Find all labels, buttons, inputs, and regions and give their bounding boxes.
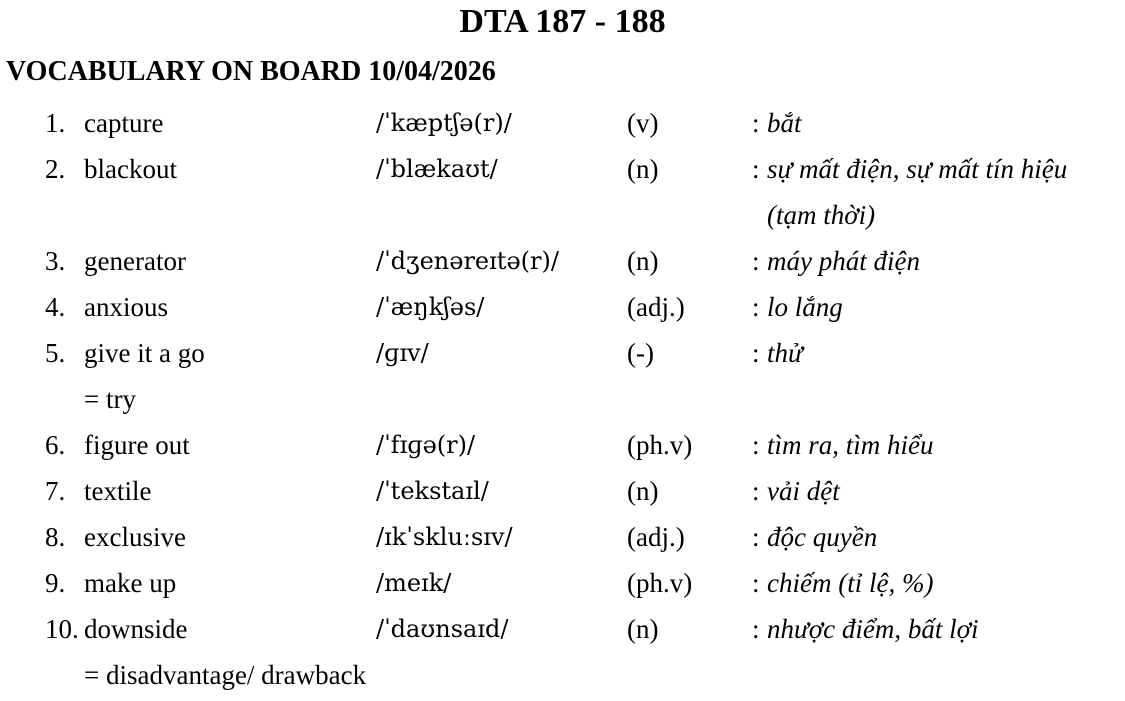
entry-part-of-speech: (n) <box>627 246 659 276</box>
entry-pronunciation: /ˈfɪɡə(r)/ <box>376 431 476 459</box>
entry-part-of-speech: (adj.) <box>627 522 685 552</box>
vocab-entry-9 <box>0 560 1125 606</box>
entry-meaning: độc quyền <box>767 522 878 552</box>
entry-number: 4. <box>45 292 66 322</box>
entry-meaning: vải dệt <box>767 476 840 506</box>
vocab-entry-10-note <box>0 652 1125 698</box>
entry-meaning: chiếm (tỉ lệ, %) <box>767 568 934 598</box>
entry-word: generator <box>84 246 186 276</box>
entry-synonym-note: = disadvantage/ drawback <box>84 660 367 690</box>
entry-pronunciation: /ˈblækaʊt/ <box>376 155 498 183</box>
vocab-entry-10 <box>0 606 1125 652</box>
entry-pronunciation: /ˈtekstaɪl/ <box>376 477 489 505</box>
entry-colon: : <box>752 476 760 506</box>
entry-pronunciation: /ˈæŋkʃəs/ <box>376 293 485 321</box>
entry-meaning: sự mất điện, sự mất tín hiệu <box>767 154 1068 184</box>
entry-colon: : <box>752 430 760 460</box>
entry-part-of-speech: (v) <box>627 108 659 138</box>
entry-word: blackout <box>84 154 177 184</box>
entry-meaning: thử <box>767 338 803 368</box>
vocab-entry-8 <box>0 514 1125 560</box>
entry-number: 7. <box>45 476 66 506</box>
entry-meaning: máy phát điện <box>767 246 920 276</box>
vocab-entry-5 <box>0 330 1125 376</box>
entry-pronunciation: /ɪkˈskluːsɪv/ <box>376 523 513 551</box>
entry-number: 3. <box>45 246 66 276</box>
entry-number: 8. <box>45 522 66 552</box>
entry-part-of-speech: (ph.v) <box>627 430 693 460</box>
entry-pronunciation: /meɪk/ <box>376 569 452 597</box>
entry-pronunciation: /ˈdaʊnsaɪd/ <box>376 615 509 643</box>
vocab-entry-6 <box>0 422 1125 468</box>
entry-number: 1. <box>45 108 66 138</box>
entry-part-of-speech: (n) <box>627 154 659 184</box>
vocab-entry-2 <box>0 146 1125 192</box>
entry-word: anxious <box>84 292 168 322</box>
section-title: VOCABULARY ON BOARD 10/04/2026 <box>6 56 496 87</box>
entry-part-of-speech: (n) <box>627 614 659 644</box>
entry-meaning: tìm ra, tìm hiểu <box>767 430 934 460</box>
entry-meaning: nhược điểm, bất lợi <box>767 614 979 644</box>
entry-pronunciation: /ɡɪv/ <box>376 339 429 367</box>
vocab-entry-1 <box>0 100 1125 146</box>
entry-colon: : <box>752 292 760 322</box>
entry-meaning: bắt <box>767 108 802 138</box>
entry-pronunciation: /ˈdʒenəreɪtə(r)/ <box>376 247 559 275</box>
entry-number: 2. <box>45 154 66 184</box>
vocab-entry-7 <box>0 468 1125 514</box>
entry-word: textile <box>84 476 152 506</box>
entry-part-of-speech: (ph.v) <box>627 568 693 598</box>
vocab-entry-3 <box>0 238 1125 284</box>
entry-synonym-note: = try <box>84 384 136 414</box>
entry-word: capture <box>84 108 164 138</box>
page-title: DTA 187 - 188 <box>459 3 666 40</box>
entry-meaning: lo lắng <box>767 292 843 322</box>
entry-word: downside <box>84 614 188 644</box>
entry-pronunciation: /ˈkæptʃə(r)/ <box>376 109 512 137</box>
entry-colon: : <box>752 522 760 552</box>
vocab-entry-5-note <box>0 376 1125 422</box>
entry-part-of-speech: (-) <box>627 338 654 368</box>
entry-word: exclusive <box>84 522 186 552</box>
entry-colon: : <box>752 108 760 138</box>
entry-word: make up <box>84 568 177 598</box>
entry-word: figure out <box>84 430 190 460</box>
entry-colon: : <box>752 246 760 276</box>
entry-number: 10. <box>45 614 79 644</box>
entry-part-of-speech: (adj.) <box>627 292 685 322</box>
entry-colon: : <box>752 338 760 368</box>
entry-word: give it a go <box>84 338 205 368</box>
vocabulary-list <box>0 100 1125 698</box>
entry-number: 5. <box>45 338 66 368</box>
entry-meaning-continuation: (tạm thời) <box>767 200 876 230</box>
entry-number: 9. <box>45 568 66 598</box>
entry-colon: : <box>752 614 760 644</box>
entry-part-of-speech: (n) <box>627 476 659 506</box>
entry-colon: : <box>752 154 760 184</box>
entry-number: 6. <box>45 430 66 460</box>
entry-colon: : <box>752 568 760 598</box>
vocab-entry-2-continuation <box>0 192 1125 238</box>
vocab-entry-4 <box>0 284 1125 330</box>
